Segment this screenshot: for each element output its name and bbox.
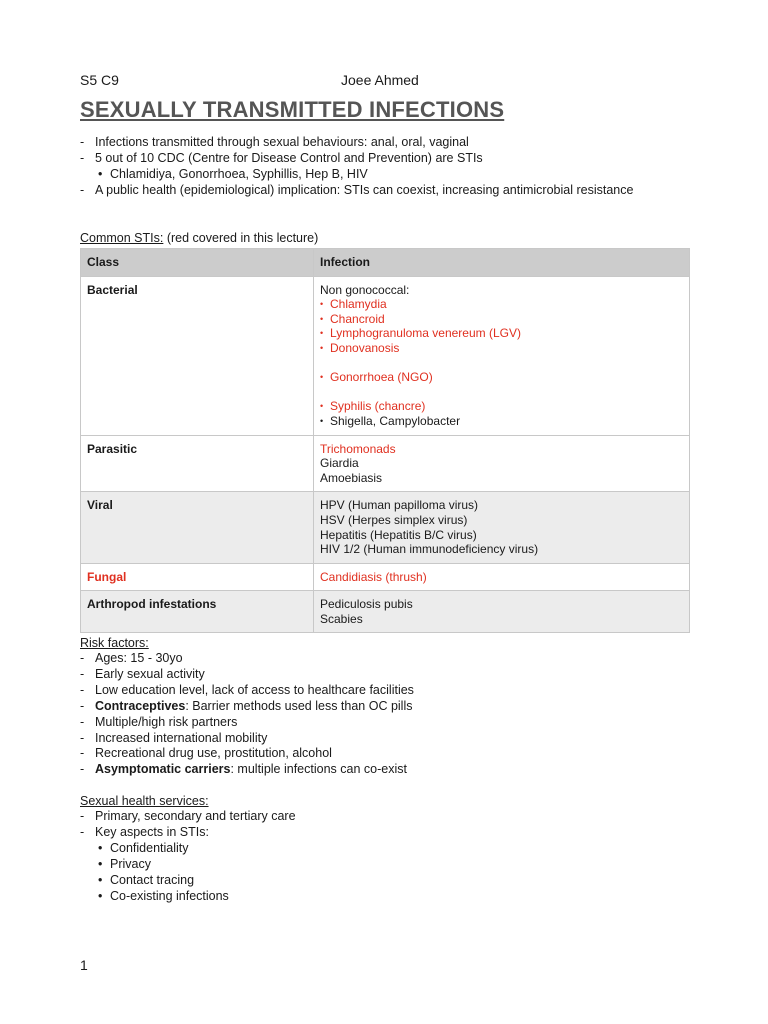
- infection-cell: [314, 591, 690, 633]
- risk-factors-heading: [80, 635, 149, 651]
- sexual-health-list: [80, 809, 700, 904]
- infection-text: Trichomonads: [320, 441, 396, 456]
- infection-text: Donovanosis: [330, 340, 400, 355]
- infection-item: [320, 326, 683, 341]
- class-cell: Arthropod infestations: [81, 591, 314, 633]
- bullet-icon: •: [320, 328, 324, 339]
- list-item-text: : multiple infections can co-exist: [230, 762, 407, 777]
- header-class: Class: [81, 249, 314, 277]
- infection-text: Pediculosis pubis: [320, 597, 413, 612]
- infection-text: Scabies: [320, 611, 363, 626]
- list-item: [80, 683, 700, 699]
- list-marker: -: [80, 698, 85, 713]
- list-item-text: Infections transmitted through sexual behaviours: anal, oral, vaginal: [95, 135, 469, 149]
- list-marker: •: [98, 872, 103, 887]
- class-cell: Fungal: [81, 563, 314, 591]
- infection-item: [320, 312, 683, 327]
- list-marker: -: [80, 762, 85, 777]
- course-code: S5 C9: [80, 72, 119, 88]
- list-item: [80, 731, 700, 747]
- list-item-text: Co-existing infections: [110, 888, 229, 903]
- author-name: Joee Ahmed: [341, 72, 419, 88]
- infection-item: [320, 341, 683, 356]
- list-item: [80, 651, 700, 667]
- list-marker: •: [98, 167, 103, 181]
- list-marker: -: [80, 183, 85, 197]
- infection-item: [320, 414, 683, 429]
- list-item-text: Low education level, lack of access to healthcare facilities: [95, 682, 414, 697]
- table-header-row: [81, 249, 690, 277]
- infection-text: HPV (Human papilloma virus): [320, 498, 479, 513]
- list-item-text: Early sexual activity: [95, 666, 205, 681]
- list-item-text: Recreational drug use, prostitution, alcohol: [95, 746, 332, 761]
- list-marker: -: [80, 666, 85, 681]
- list-item: [80, 889, 700, 905]
- risk-factors-list: [80, 651, 700, 778]
- list-marker: •: [98, 856, 103, 871]
- infection-text: Gonorrhoea (NGO): [330, 370, 433, 385]
- sexual-health-label: Sexual health services:: [80, 794, 209, 808]
- infection-text: Hepatitis (Hepatitis B/C virus): [320, 527, 477, 542]
- table-row: [81, 492, 690, 563]
- list-marker: -: [80, 651, 85, 665]
- infection-cell: [314, 276, 690, 435]
- sti-table: [80, 248, 690, 633]
- list-item: [80, 150, 700, 166]
- bullet-icon: •: [320, 372, 324, 383]
- list-item: [80, 134, 700, 150]
- list-item: [80, 182, 700, 198]
- list-item-text: Increased international mobility: [95, 730, 268, 745]
- class-cell: Bacterial: [81, 276, 314, 435]
- list-item-text: : Barrier methods used less than OC pills: [185, 698, 413, 713]
- table-body: [81, 276, 690, 633]
- bullet-icon: •: [320, 313, 324, 324]
- sexual-health-heading: [80, 793, 209, 809]
- infection-text: Syphilis (chancre): [330, 399, 426, 414]
- infection-text: Shigella, Campylobacter: [330, 413, 461, 428]
- list-marker: -: [80, 824, 85, 839]
- list-item: [80, 166, 700, 182]
- infection-text: Lymphogranuloma venereum (LGV): [330, 326, 521, 341]
- class-cell: Parasitic: [81, 435, 314, 492]
- list-item: [80, 857, 700, 873]
- list-item-text: Confidentiality: [110, 840, 189, 855]
- intro-list: [80, 134, 700, 198]
- list-item-text: Multiple/high risk partners: [95, 714, 238, 729]
- infection-item: [320, 399, 683, 414]
- list-item-text: A public health (epidemiological) implication: STIs can coexist, increasing antimicrobial resistance: [95, 183, 634, 197]
- list-item-text: Primary, secondary and tertiary care: [95, 809, 296, 823]
- line-gap: [320, 356, 683, 371]
- table-row: [81, 591, 690, 633]
- list-item-text: Ages: 15 - 30yo: [95, 651, 183, 665]
- table-row: [81, 563, 690, 591]
- list-marker: -: [80, 151, 85, 165]
- table-row: [81, 276, 690, 435]
- list-item: [80, 762, 700, 778]
- bullet-icon: •: [320, 342, 324, 353]
- infection-text: Chlamydia: [330, 297, 387, 312]
- list-marker: -: [80, 682, 85, 697]
- infection-text: Giardia: [320, 456, 359, 471]
- list-marker: -: [80, 135, 85, 149]
- infection-item: [320, 370, 683, 385]
- bullet-icon: •: [320, 401, 324, 412]
- list-item-text: Contact tracing: [110, 872, 195, 887]
- list-item-text: Privacy: [110, 856, 151, 871]
- list-item: [80, 809, 700, 825]
- list-item: [80, 841, 700, 857]
- header-infection: Infection: [314, 249, 690, 277]
- list-marker: •: [98, 888, 103, 903]
- list-item-bold: Contraceptives: [95, 698, 186, 713]
- list-item-text: Key aspects in STIs:: [95, 824, 209, 839]
- bullet-icon: •: [320, 299, 324, 310]
- page-title: SEXUALLY TRANSMITTED INFECTIONS: [80, 97, 505, 122]
- infection-item: [320, 297, 683, 312]
- common-stis-heading: [80, 230, 318, 246]
- bullet-icon: •: [320, 415, 324, 426]
- list-item-text: 5 out of 10 CDC (Centre for Disease Control and Prevention) are STIs: [95, 151, 483, 165]
- list-item: [80, 667, 700, 683]
- infection-text: Chancroid: [330, 311, 385, 326]
- list-item: [80, 825, 700, 841]
- list-item: [80, 746, 700, 762]
- infection-text: HIV 1/2 (Human immunodeficiency virus): [320, 542, 539, 557]
- common-stis-label: Common STIs:: [80, 231, 164, 245]
- list-item: [80, 699, 700, 715]
- infection-text: Non gonococcal:: [320, 282, 410, 297]
- infection-cell: [314, 563, 690, 591]
- list-marker: -: [80, 730, 85, 745]
- list-marker: -: [80, 746, 85, 761]
- infection-cell: [314, 492, 690, 563]
- page-number: 1: [80, 957, 88, 973]
- infection-text: HSV (Herpes simplex virus): [320, 512, 468, 527]
- common-stis-note: (red covered in this lecture): [163, 231, 319, 245]
- class-cell: Viral: [81, 492, 314, 563]
- infection-text: Amoebiasis: [320, 470, 383, 485]
- infection-text: Candidiasis (thrush): [320, 569, 427, 584]
- list-item: [80, 873, 700, 889]
- line-gap: [320, 385, 683, 400]
- infection-cell: [314, 435, 690, 492]
- list-marker: -: [80, 714, 85, 729]
- list-item-bold: Asymptomatic carriers: [95, 762, 231, 777]
- list-marker: •: [98, 840, 103, 855]
- risk-factors-label: Risk factors:: [80, 636, 149, 650]
- list-item-text: Chlamidiya, Gonorrhoea, Syphillis, Hep B, HIV: [110, 167, 368, 181]
- list-item: [80, 715, 700, 731]
- list-marker: -: [80, 809, 85, 823]
- table-row: [81, 435, 690, 492]
